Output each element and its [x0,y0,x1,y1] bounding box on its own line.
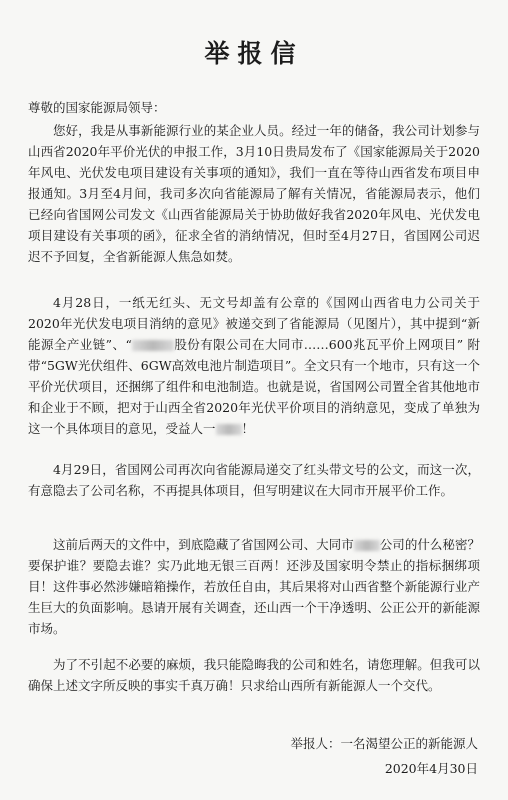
paragraph-2-text-b: 股份有限公司在大同市……600兆瓦平价上网项目” 附带“5GW光伏组件、6GW高效电池片制造项目”。全文只有一个地市，只有这一个平价光伏项目，还捆绑了组件和电池制造。也就是说，省国网公司置全省其他地市和企业于不顾，把对于山西全省2020年光伏平价项目的消纳意见，变成了单独为这一个具体项目的意见，受益人一 [28,337,481,436]
paragraph-1 [28,120,480,267]
paragraph-1-text: 您好，我是从事新能源行业的某企业人员。经过一年的储备，我公司计划参与山西省2020年平价光伏的申报工作，3月10日贵局发布了《国家能源局关于2020年风电、光伏发电项目建设有关事项的通知》，我们一直在等待山西省发布项目申报通知。3月至4月间，我司多次向省能源局了解有关情况，省能源局表示，他们已经向省国网公司发文《山西省能源局关于协助做好我省2020年风电、光伏发电项目建设有关事项的函》，征求全省的消纳情况，但时至4月27日，省国网公司迟迟不予回复，全省新能源人焦急如焚。 [28,123,480,264]
signature-date: 2020年4月30日 [384,761,478,776]
paragraph-4-text-b: 公司的什么秘密？要保护谁？要隐去谁？实乃此地无银三百两！还涉及国家明令禁止的指标捆绑项目！这件事必然涉嫌暗箱操作，若放任自由，其后果将对山西省整个新能源行业产生巨大的负面影响。恳请开展有关调查，还山西一个干净透明、公正公开的新能源市场。 [28,537,480,636]
paragraph-2-text-c: ！ [241,421,255,436]
paragraph-4-text-a: 这前后两天的文件中，到底隐藏了省国网公司、大同市 [53,537,354,552]
paragraph-5 [28,654,480,696]
paragraph-3 [28,459,480,501]
letter-salutation: 尊敬的国家能源局领导： [28,100,166,115]
paragraph-2 [28,292,480,439]
paragraph-2-text-a: 4月28日，一纸无红头、无文号却盖有公章的《国网山西省电力公司关于2020年光伏发电项目消纳的意见》被递交到了省能源局（见图片），其中提到“新能源全产业链”、“ [28,295,480,352]
redaction-mark [132,340,174,351]
paragraph-3-text: 4月29日，省国网公司再次向省能源局递交了红头带文号的公文，而这一次，有意隐去了公司名称，不再提具体项目，但写明建议在大同市开展平价工作。 [28,462,480,498]
paragraph-5-text: 为了不引起不必要的麻烦，我只能隐晦我的公司和姓名，请您理解。但我可以确保上述文字所反映的事实千真万确！只求给山西所有新能源人一个交代。 [28,657,480,693]
letter-title: 举报信 [204,39,304,68]
redaction-mark [216,424,242,435]
paragraph-4 [28,534,480,639]
signature-line: 举报人：一名渴望公正的新能源人 [290,736,478,751]
redaction-mark [354,540,380,551]
